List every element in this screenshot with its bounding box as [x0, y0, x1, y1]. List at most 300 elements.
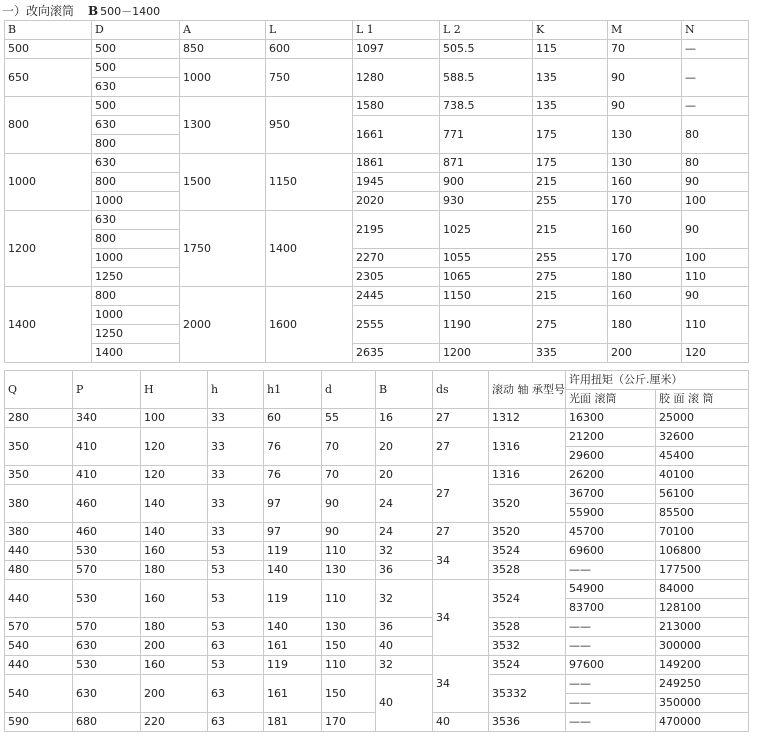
data-cell: 20 — [376, 466, 433, 485]
data-cell: 120 — [141, 428, 208, 466]
data-cell: 20 — [376, 428, 433, 466]
data-cell: 1280 — [353, 59, 440, 97]
data-cell: 460 — [73, 485, 141, 523]
data-cell: 119 — [264, 542, 322, 561]
data-cell: 40 — [376, 637, 433, 656]
data-cell: 1661 — [353, 116, 440, 154]
data-cell: 1250 — [92, 268, 180, 287]
header-cell: 滚动 轴 承型号 — [489, 371, 566, 409]
data-cell: 500 — [5, 40, 92, 59]
data-cell: 1580 — [353, 97, 440, 116]
dimension-row — [5, 306, 749, 325]
data-cell: 33 — [208, 523, 264, 542]
data-cell: 500 — [92, 97, 180, 116]
header-cell: K — [533, 21, 608, 40]
data-cell: 140 — [264, 561, 322, 580]
data-cell: 800 — [92, 135, 180, 154]
data-cell: 630 — [73, 637, 141, 656]
data-cell: 90 — [322, 523, 376, 542]
data-cell: 55900 — [566, 504, 656, 523]
data-cell: 1025 — [440, 211, 533, 249]
bearing-torque-table — [4, 370, 749, 732]
data-cell: 161 — [264, 675, 322, 713]
header-cell: L 2 — [440, 21, 533, 40]
data-cell: 3528 — [489, 618, 566, 637]
data-cell: 2445 — [353, 287, 440, 306]
data-cell: 27 — [433, 466, 489, 523]
data-cell: 215 — [533, 173, 608, 192]
data-cell: 588.5 — [440, 59, 533, 97]
data-cell: 2270 — [353, 249, 440, 268]
dimension-row — [5, 344, 749, 363]
data-cell: 440 — [5, 542, 73, 561]
data-cell: 1600 — [266, 287, 353, 363]
data-cell: 410 — [73, 466, 141, 485]
data-cell: 540 — [5, 675, 73, 713]
header-cell: B — [5, 21, 92, 40]
torque-row — [5, 466, 749, 485]
data-cell: 26200 — [566, 466, 656, 485]
data-cell: 335 — [533, 344, 608, 363]
data-cell: 180 — [608, 268, 682, 287]
data-cell: 255 — [533, 249, 608, 268]
header-cell: d — [322, 371, 376, 409]
torque-row — [5, 637, 749, 656]
data-cell: 110 — [322, 580, 376, 618]
data-cell: 53 — [208, 580, 264, 618]
data-cell: 680 — [73, 713, 141, 732]
data-cell: 120 — [682, 344, 749, 363]
data-cell: 170 — [608, 249, 682, 268]
data-cell: 76 — [264, 466, 322, 485]
data-cell: 90 — [682, 211, 749, 249]
data-cell: 27 — [433, 523, 489, 542]
data-cell: 738.5 — [440, 97, 533, 116]
data-cell: 110 — [682, 268, 749, 287]
data-cell: — — [682, 59, 749, 97]
data-cell: 570 — [5, 618, 73, 637]
data-cell: 3536 — [489, 713, 566, 732]
data-cell: 130 — [608, 116, 682, 154]
data-cell: 1190 — [440, 306, 533, 344]
data-cell: 3520 — [489, 485, 566, 523]
data-cell: 130 — [608, 154, 682, 173]
data-cell: 160 — [608, 173, 682, 192]
data-cell: 150 — [322, 637, 376, 656]
data-cell: 100 — [682, 249, 749, 268]
data-cell: 800 — [92, 173, 180, 192]
data-cell: 63 — [208, 675, 264, 713]
data-cell: —— — [566, 694, 656, 713]
data-cell: 215 — [533, 211, 608, 249]
data-cell: 135 — [533, 97, 608, 116]
data-cell: 630 — [92, 154, 180, 173]
header-cell: M — [608, 21, 682, 40]
data-cell: 530 — [73, 580, 141, 618]
data-cell: 53 — [208, 656, 264, 675]
data-cell: 55 — [322, 409, 376, 428]
data-cell: 170 — [608, 192, 682, 211]
data-cell: 530 — [73, 542, 141, 561]
data-cell: 280 — [5, 409, 73, 428]
data-cell: 32 — [376, 542, 433, 561]
data-cell: 90 — [682, 173, 749, 192]
data-cell: 1000 — [180, 59, 266, 97]
header-cell: A — [180, 21, 266, 40]
torque-row — [5, 580, 749, 599]
data-cell: 180 — [608, 306, 682, 344]
data-cell: 2195 — [353, 211, 440, 249]
data-cell: 410 — [73, 428, 141, 466]
data-cell: 630 — [92, 211, 180, 230]
data-cell: 800 — [92, 287, 180, 306]
header-cell: h1 — [264, 371, 322, 409]
data-cell: 220 — [141, 713, 208, 732]
data-cell: 110 — [682, 306, 749, 344]
data-cell: 100 — [141, 409, 208, 428]
data-cell: 35332 — [489, 675, 566, 713]
data-cell: 56100 — [656, 485, 749, 504]
data-cell: —— — [566, 561, 656, 580]
data-cell: 16 — [376, 409, 433, 428]
data-cell: 249250 — [656, 675, 749, 694]
data-cell: 500 — [92, 59, 180, 78]
data-cell: 800 — [92, 230, 180, 249]
header-cell: h — [208, 371, 264, 409]
data-cell: 440 — [5, 580, 73, 618]
torque-row — [5, 523, 749, 542]
data-cell: 45400 — [656, 447, 749, 466]
data-cell: 115 — [533, 40, 608, 59]
torque-row — [5, 409, 749, 428]
dimension-row — [5, 173, 749, 192]
data-cell: 33 — [208, 428, 264, 466]
data-cell: 130 — [322, 618, 376, 637]
data-cell: 1312 — [489, 409, 566, 428]
data-cell: 33 — [208, 466, 264, 485]
data-cell: 69600 — [566, 542, 656, 561]
data-cell: 21200 — [566, 428, 656, 447]
data-cell: 1000 — [92, 249, 180, 268]
dimension-row — [5, 211, 749, 230]
data-cell: 1065 — [440, 268, 533, 287]
data-cell: 60 — [264, 409, 322, 428]
data-cell: 29600 — [566, 447, 656, 466]
torque-row — [5, 561, 749, 580]
data-cell: 1000 — [5, 154, 92, 211]
data-cell: 130 — [322, 561, 376, 580]
data-cell: 590 — [5, 713, 73, 732]
data-cell: 200 — [141, 675, 208, 713]
data-cell: 160 — [608, 211, 682, 249]
data-cell: 40 — [376, 675, 433, 732]
data-cell: 27 — [433, 409, 489, 428]
data-cell: 3524 — [489, 656, 566, 675]
data-cell: 1861 — [353, 154, 440, 173]
data-cell: 70 — [322, 428, 376, 466]
data-cell: 800 — [5, 97, 92, 154]
data-cell: 53 — [208, 561, 264, 580]
data-cell: 771 — [440, 116, 533, 154]
data-cell: 161 — [264, 637, 322, 656]
data-cell: 110 — [322, 656, 376, 675]
data-cell: 97 — [264, 523, 322, 542]
data-cell: 80 — [682, 154, 749, 173]
data-cell: 90 — [608, 97, 682, 116]
data-cell: 1400 — [5, 287, 92, 363]
data-cell: 45700 — [566, 523, 656, 542]
section-title — [2, 2, 160, 20]
data-cell: 460 — [73, 523, 141, 542]
data-cell: 34 — [433, 580, 489, 656]
data-cell: 33 — [208, 485, 264, 523]
data-cell: 900 — [440, 173, 533, 192]
data-cell: 177500 — [656, 561, 749, 580]
data-cell: 160 — [608, 287, 682, 306]
data-cell: 97600 — [566, 656, 656, 675]
data-cell: 150 — [322, 675, 376, 713]
data-cell: 36 — [376, 561, 433, 580]
data-cell: — — [682, 97, 749, 116]
data-cell: 500 — [92, 40, 180, 59]
data-cell: 90 — [682, 287, 749, 306]
data-cell: 32600 — [656, 428, 749, 447]
data-cell: 1097 — [353, 40, 440, 59]
data-cell: — — [682, 40, 749, 59]
data-cell: 850 — [180, 40, 266, 59]
data-cell: 181 — [264, 713, 322, 732]
data-cell: 630 — [73, 675, 141, 713]
data-cell: 470000 — [656, 713, 749, 732]
data-cell: 340 — [73, 409, 141, 428]
data-cell: 275 — [533, 268, 608, 287]
torque-row — [5, 542, 749, 561]
dimension-row — [5, 116, 749, 135]
torque-row — [5, 656, 749, 675]
data-cell: —— — [566, 637, 656, 656]
data-cell: 1945 — [353, 173, 440, 192]
data-cell: 27 — [433, 428, 489, 466]
data-cell: 85500 — [656, 504, 749, 523]
dimension-row — [5, 192, 749, 211]
data-cell: 24 — [376, 523, 433, 542]
torque-row — [5, 618, 749, 637]
dimension-row — [5, 97, 749, 116]
data-cell: 34 — [433, 656, 489, 713]
data-cell: 70 — [608, 40, 682, 59]
data-cell: 110 — [322, 542, 376, 561]
data-cell: 1055 — [440, 249, 533, 268]
subheader-cell: 胶 面 滚 筒 — [656, 390, 749, 409]
data-cell: 24 — [376, 485, 433, 523]
data-cell: 650 — [5, 59, 92, 97]
header-cell: L 1 — [353, 21, 440, 40]
data-cell: 149200 — [656, 656, 749, 675]
data-cell: 200 — [141, 637, 208, 656]
data-cell: 350 — [5, 428, 73, 466]
subheader-cell: 光面 滚筒 — [566, 390, 656, 409]
header-cell: D — [92, 21, 180, 40]
data-cell: 90 — [608, 59, 682, 97]
data-cell: 3520 — [489, 523, 566, 542]
data-cell: 3524 — [489, 580, 566, 618]
data-cell: 505.5 — [440, 40, 533, 59]
data-cell: 1250 — [92, 325, 180, 344]
data-cell: 1000 — [92, 306, 180, 325]
data-cell: 175 — [533, 154, 608, 173]
data-cell: 36700 — [566, 485, 656, 504]
data-cell: 530 — [73, 656, 141, 675]
data-cell: 40100 — [656, 466, 749, 485]
data-cell: 84000 — [656, 580, 749, 599]
data-cell: 135 — [533, 59, 608, 97]
data-cell: 80 — [682, 116, 749, 154]
header-cell: B — [376, 371, 433, 409]
data-cell: 53 — [208, 542, 264, 561]
data-cell: 1750 — [180, 211, 266, 287]
data-cell: 3532 — [489, 637, 566, 656]
data-cell: 53 — [208, 618, 264, 637]
data-cell: 140 — [141, 485, 208, 523]
data-cell: 480 — [5, 561, 73, 580]
dimension-row — [5, 268, 749, 287]
data-cell: 3524 — [489, 542, 566, 561]
data-cell: 950 — [266, 97, 353, 154]
dimension-table-body — [5, 21, 749, 363]
data-cell: 1316 — [489, 466, 566, 485]
dimension-header-row — [5, 21, 749, 40]
data-cell: 160 — [141, 580, 208, 618]
data-cell: 1200 — [440, 344, 533, 363]
data-cell: 128100 — [656, 599, 749, 618]
torque-row — [5, 428, 749, 447]
data-cell: 380 — [5, 485, 73, 523]
header-cell: L — [266, 21, 353, 40]
data-cell: 180 — [141, 618, 208, 637]
data-cell: 930 — [440, 192, 533, 211]
bearing-torque-table-body — [5, 371, 749, 732]
header-cell: H — [141, 371, 208, 409]
dimension-row — [5, 59, 749, 78]
data-cell: 70100 — [656, 523, 749, 542]
title-b-label: B — [88, 4, 99, 18]
data-cell: 33 — [208, 409, 264, 428]
title-prefix: 一）改向滚筒 — [2, 4, 75, 18]
data-cell: 63 — [208, 713, 264, 732]
data-cell: 40 — [433, 713, 489, 732]
data-cell: 16300 — [566, 409, 656, 428]
data-cell: 1316 — [489, 428, 566, 466]
data-cell: 1500 — [180, 154, 266, 211]
data-cell: 1400 — [266, 211, 353, 287]
data-cell: 570 — [73, 618, 141, 637]
data-cell: 34 — [433, 542, 489, 580]
data-cell: 120 — [141, 466, 208, 485]
dimension-table — [4, 20, 749, 363]
data-cell: 300000 — [656, 637, 749, 656]
data-cell: 2555 — [353, 306, 440, 344]
data-cell: 350 — [5, 466, 73, 485]
data-cell: 32 — [376, 656, 433, 675]
torque-header-row — [5, 371, 749, 390]
data-cell: 750 — [266, 59, 353, 97]
header-cell: N — [682, 21, 749, 40]
data-cell: 180 — [141, 561, 208, 580]
data-cell: 1300 — [180, 97, 266, 154]
header-cell: Q — [5, 371, 73, 409]
data-cell: 630 — [92, 116, 180, 135]
data-cell: 1150 — [266, 154, 353, 211]
data-cell: —— — [566, 618, 656, 637]
data-cell: 54900 — [566, 580, 656, 599]
data-cell: 140 — [141, 523, 208, 542]
dimension-row — [5, 249, 749, 268]
data-cell: 3528 — [489, 561, 566, 580]
data-cell: 2000 — [180, 287, 266, 363]
header-cell: P — [73, 371, 141, 409]
data-cell: 97 — [264, 485, 322, 523]
data-cell: 1400 — [92, 344, 180, 363]
data-cell: 160 — [141, 542, 208, 561]
torque-row — [5, 485, 749, 504]
data-cell: 540 — [5, 637, 73, 656]
data-cell: 83700 — [566, 599, 656, 618]
data-cell: 1200 — [5, 211, 92, 287]
data-cell: 90 — [322, 485, 376, 523]
torque-group-header: 许用扭矩（公斤.厘米） — [566, 371, 749, 390]
data-cell: 170 — [322, 713, 376, 732]
data-cell: 2305 — [353, 268, 440, 287]
dimension-row — [5, 154, 749, 173]
data-cell: 630 — [92, 78, 180, 97]
data-cell: —— — [566, 713, 656, 732]
data-cell: 1000 — [92, 192, 180, 211]
data-cell: 440 — [5, 656, 73, 675]
data-cell: 200 — [608, 344, 682, 363]
dimension-row — [5, 40, 749, 59]
data-cell: 25000 — [656, 409, 749, 428]
data-cell: 570 — [73, 561, 141, 580]
data-cell: —— — [566, 675, 656, 694]
data-cell: 175 — [533, 116, 608, 154]
data-cell: 275 — [533, 306, 608, 344]
header-cell: ds — [433, 371, 489, 409]
data-cell: 213000 — [656, 618, 749, 637]
data-cell: 2020 — [353, 192, 440, 211]
data-cell: 600 — [266, 40, 353, 59]
data-cell: 100 — [682, 192, 749, 211]
data-cell: 215 — [533, 287, 608, 306]
data-cell: 106800 — [656, 542, 749, 561]
data-cell: 2635 — [353, 344, 440, 363]
torque-row — [5, 675, 749, 694]
data-cell: 70 — [322, 466, 376, 485]
data-cell: 63 — [208, 637, 264, 656]
data-cell: 36 — [376, 618, 433, 637]
data-cell: 1150 — [440, 287, 533, 306]
data-cell: 119 — [264, 580, 322, 618]
data-cell: 160 — [141, 656, 208, 675]
data-cell: 76 — [264, 428, 322, 466]
data-cell: 350000 — [656, 694, 749, 713]
data-cell: 32 — [376, 580, 433, 618]
title-range: 500－1400 — [100, 5, 161, 18]
data-cell: 871 — [440, 154, 533, 173]
data-cell: 255 — [533, 192, 608, 211]
data-cell: 119 — [264, 656, 322, 675]
data-cell: 380 — [5, 523, 73, 542]
dimension-row — [5, 287, 749, 306]
